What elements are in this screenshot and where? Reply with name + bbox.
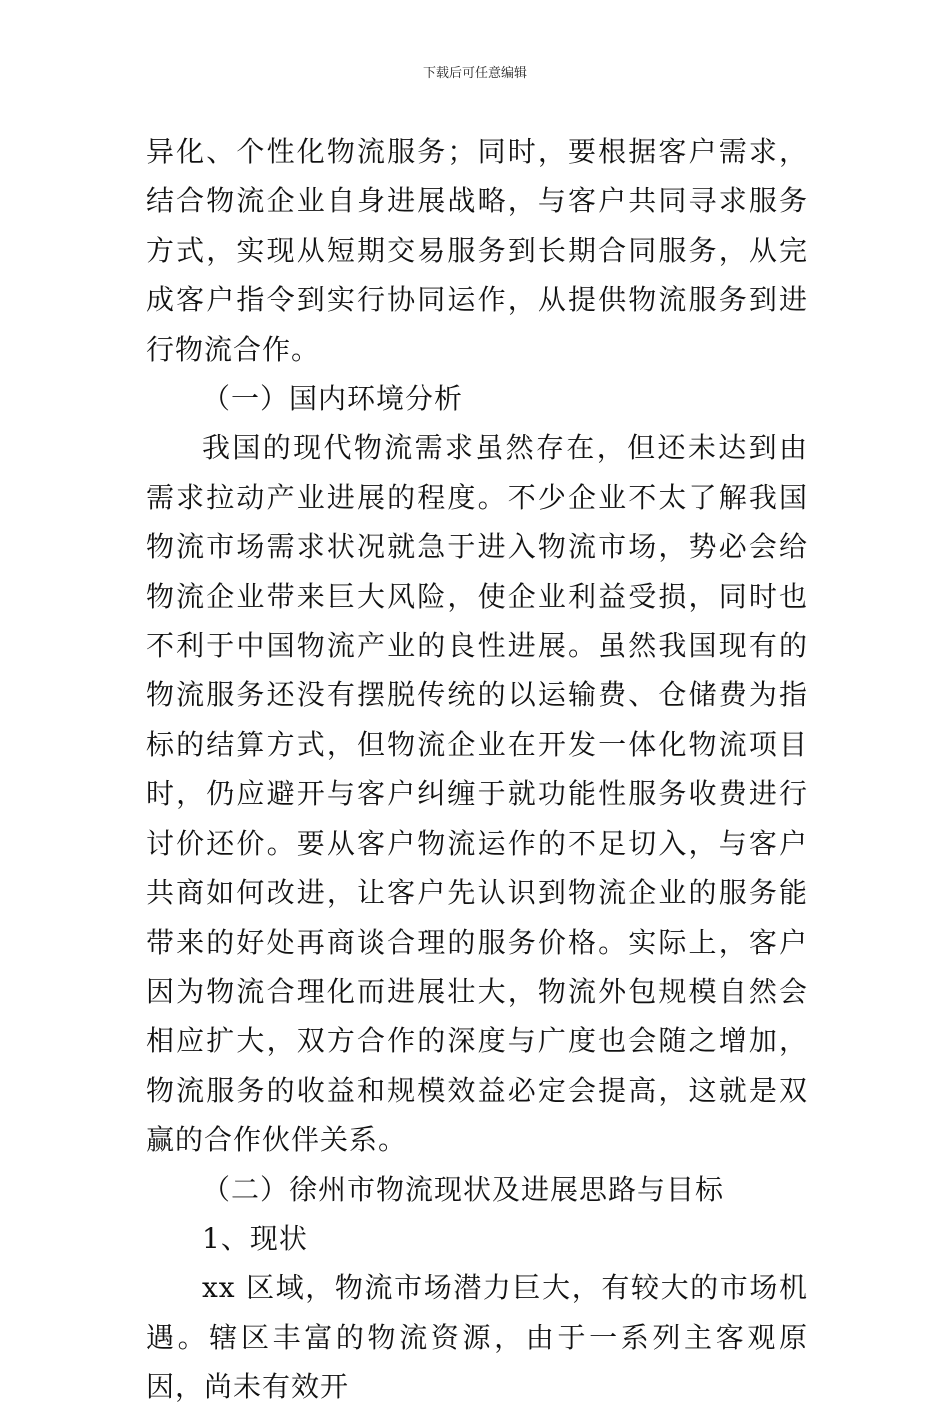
section-heading-xuzhou-logistics: （二）徐州市物流现状及进展思路与目标 [202, 1172, 725, 1206]
document-body [146, 127, 808, 1412]
subsection-heading-status: 1、现状 [202, 1221, 308, 1255]
paragraph-status: xx 区域，物流市场潜力巨大，有较大的市场机遇。辖区丰富的物流资源，由于一系列主客观原因，尚未有效开 [146, 1271, 808, 1404]
paragraph-domestic-analysis: 我国的现代物流需求虽然存在，但还未达到由需求拉动产业进展的程度。不少企业不太了解我国物流市场需求状况就急于进入物流市场，势必会给物流企业带来巨大风险，使企业利益受损，同时也不利于中国物流产业的良性进展。虽然我国现有的物流服务还没有摆脱传统的以运输费、仓储费为指标的结算方式，但物流企业在开发一体化物流项目时，仍应避开与客户纠缠于就功能性服务收费进行讨价还价。要从客户物流运作的不足切入，与客户共商如何改进，让客户先认识到物流企业的服务能带来的好处再商谈合理的服务价格。实际上，客户因为物流合理化而进展壮大，物流外包规模自然会相应扩大，双方合作的深度与广度也会随之增加，物流服务的收益和规模效益必定会提高，这就是双赢的合作伙伴关系。 [146, 431, 808, 1157]
paragraph-continuation: 异化、个性化物流服务；同时，要根据客户需求，结合物流企业自身进展战略，与客户共同寻求服务方式，实现从短期交易服务到长期合同服务，从完成客户指令到实行协同运作，从提供物流服务到进行物流合作。 [146, 135, 808, 366]
section-heading-domestic-environment: （一）国内环境分析 [202, 382, 464, 416]
page-header: 下载后可任意编辑 [422, 66, 527, 81]
